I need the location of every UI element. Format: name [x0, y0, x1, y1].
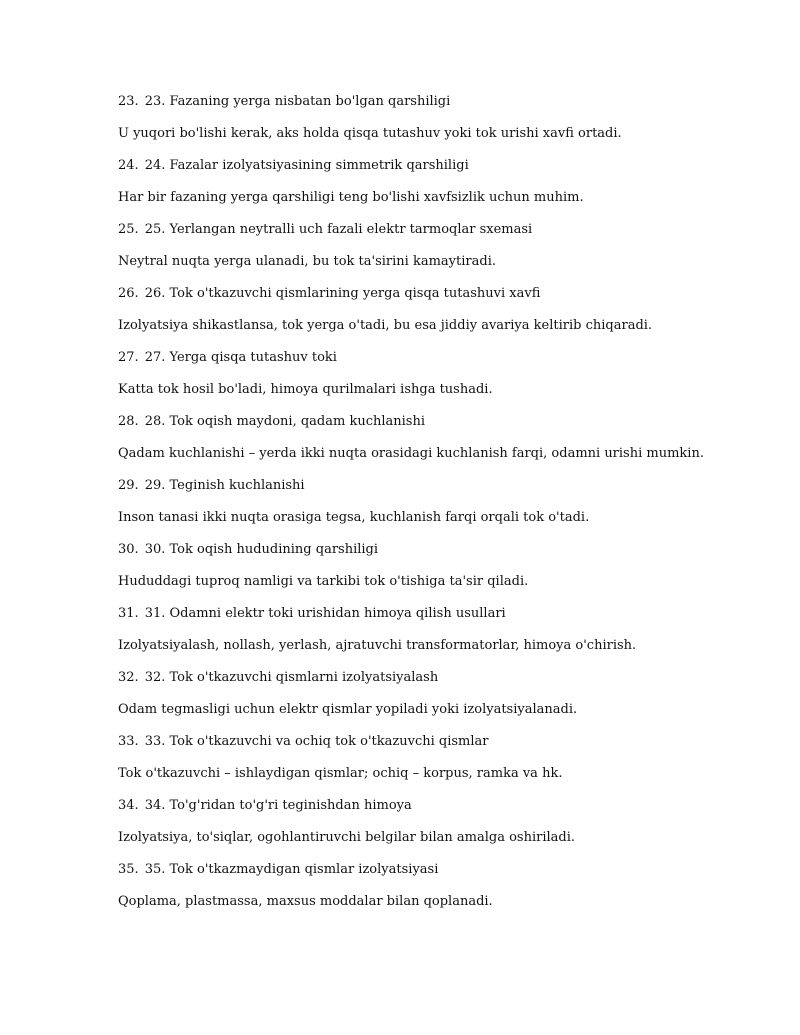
list-item: [118, 285, 758, 349]
item-description: Izolyatsiya, to'siqlar, ogohlantiruvchi belgilar bilan amalga oshiriladi.: [118, 830, 576, 845]
list-item: [118, 861, 758, 925]
list-item: [118, 797, 758, 861]
item-title: 29. Teginish kuchlanishi: [144, 478, 305, 493]
list-item: [118, 477, 758, 541]
item-heading: [118, 93, 758, 125]
list-item: [118, 733, 758, 797]
item-title: 25. Yerlangan neytralli uch fazali elektr tarmoqlar sxemasi: [144, 222, 533, 237]
item-description: Qoplama, plastmassa, maxsus moddalar bilan qoplanadi.: [118, 894, 493, 909]
question-list: [118, 93, 758, 925]
item-heading: [118, 797, 758, 829]
item-number: 27.: [118, 350, 139, 365]
list-item: [118, 413, 758, 477]
item-description: Inson tanasi ikki nuqta orasiga tegsa, kuchlanish farqi orqali tok o'tadi.: [118, 510, 590, 525]
list-item: [118, 221, 758, 285]
item-title: 32. Tok o'tkazuvchi qismlarni izolyatsiyalash: [144, 670, 439, 685]
item-number: 30.: [118, 542, 139, 557]
item-description: Izolyatsiya shikastlansa, tok yerga o'tadi, bu esa jiddiy avariya keltirib chiqaradi.: [118, 318, 653, 333]
item-number: 26.: [118, 286, 139, 301]
item-title: 31. Odamni elektr toki urishidan himoya qilish usullari: [144, 606, 506, 621]
item-heading: [118, 285, 758, 317]
item-title: 27. Yerga qisqa tutashuv toki: [144, 350, 337, 365]
item-number: 35.: [118, 862, 139, 877]
list-item: [118, 93, 758, 157]
item-title: 28. Tok oqish maydoni, qadam kuchlanishi: [144, 414, 425, 429]
item-number: 25.: [118, 222, 139, 237]
list-item: [118, 157, 758, 221]
item-description: Hududdagi tuproq namligi va tarkibi tok o'tishiga ta'sir qiladi.: [118, 574, 529, 589]
item-description: Neytral nuqta yerga ulanadi, bu tok ta'sirini kamaytiradi.: [118, 254, 496, 269]
item-description: Har bir fazaning yerga qarshiligi teng bo'lishi xavfsizlik uchun muhim.: [118, 190, 584, 205]
item-description: Tok o'tkazuvchi – ishlaydigan qismlar; ochiq – korpus, ramka va hk.: [118, 766, 563, 781]
item-title: 23. Fazaning yerga nisbatan bo'lgan qarshiligi: [144, 94, 451, 109]
item-description: U yuqori bo'lishi kerak, aks holda qisqa tutashuv yoki tok urishi xavfi ortadi.: [118, 126, 622, 141]
item-number: 33.: [118, 734, 139, 749]
list-item: [118, 541, 758, 605]
item-heading: [118, 733, 758, 765]
item-title: 35. Tok o'tkazmaydigan qismlar izolyatsiyasi: [144, 862, 439, 877]
item-number: 34.: [118, 798, 139, 813]
item-description: Katta tok hosil bo'ladi, himoya qurilmalari ishga tushadi.: [118, 382, 493, 397]
item-description: Qadam kuchlanishi – yerda ikki nuqta orasidagi kuchlanish farqi, odamni urishi mumkin.: [118, 446, 704, 461]
item-heading: [118, 541, 758, 573]
item-number: 32.: [118, 670, 139, 685]
item-number: 29.: [118, 478, 139, 493]
list-item: [118, 669, 758, 733]
item-heading: [118, 413, 758, 445]
list-item: [118, 605, 758, 669]
item-title: 30. Tok oqish hududining qarshiligi: [144, 542, 379, 557]
item-heading: [118, 605, 758, 637]
item-number: 24.: [118, 158, 139, 173]
item-heading: [118, 669, 758, 701]
item-title: 26. Tok o'tkazuvchi qismlarining yerga qisqa tutashuvi xavfi: [144, 286, 541, 301]
item-heading: [118, 349, 758, 381]
item-number: 23.: [118, 94, 139, 109]
item-heading: [118, 221, 758, 253]
item-heading: [118, 861, 758, 893]
list-item: [118, 349, 758, 413]
item-title: 34. To'g'ridan to'g'ri teginishdan himoya: [144, 798, 412, 813]
item-title: 33. Tok o'tkazuvchi va ochiq tok o'tkazuvchi qismlar: [144, 734, 489, 749]
item-number: 31.: [118, 606, 139, 621]
item-heading: [118, 477, 758, 509]
item-heading: [118, 157, 758, 189]
item-title: 24. Fazalar izolyatsiyasining simmetrik qarshiligi: [144, 158, 469, 173]
item-number: 28.: [118, 414, 139, 429]
item-description: Izolyatsiyalash, nollash, yerlash, ajratuvchi transformatorlar, himoya o'chirish.: [118, 638, 637, 653]
item-description: Odam tegmasligi uchun elektr qismlar yopiladi yoki izolyatsiyalanadi.: [118, 702, 578, 717]
